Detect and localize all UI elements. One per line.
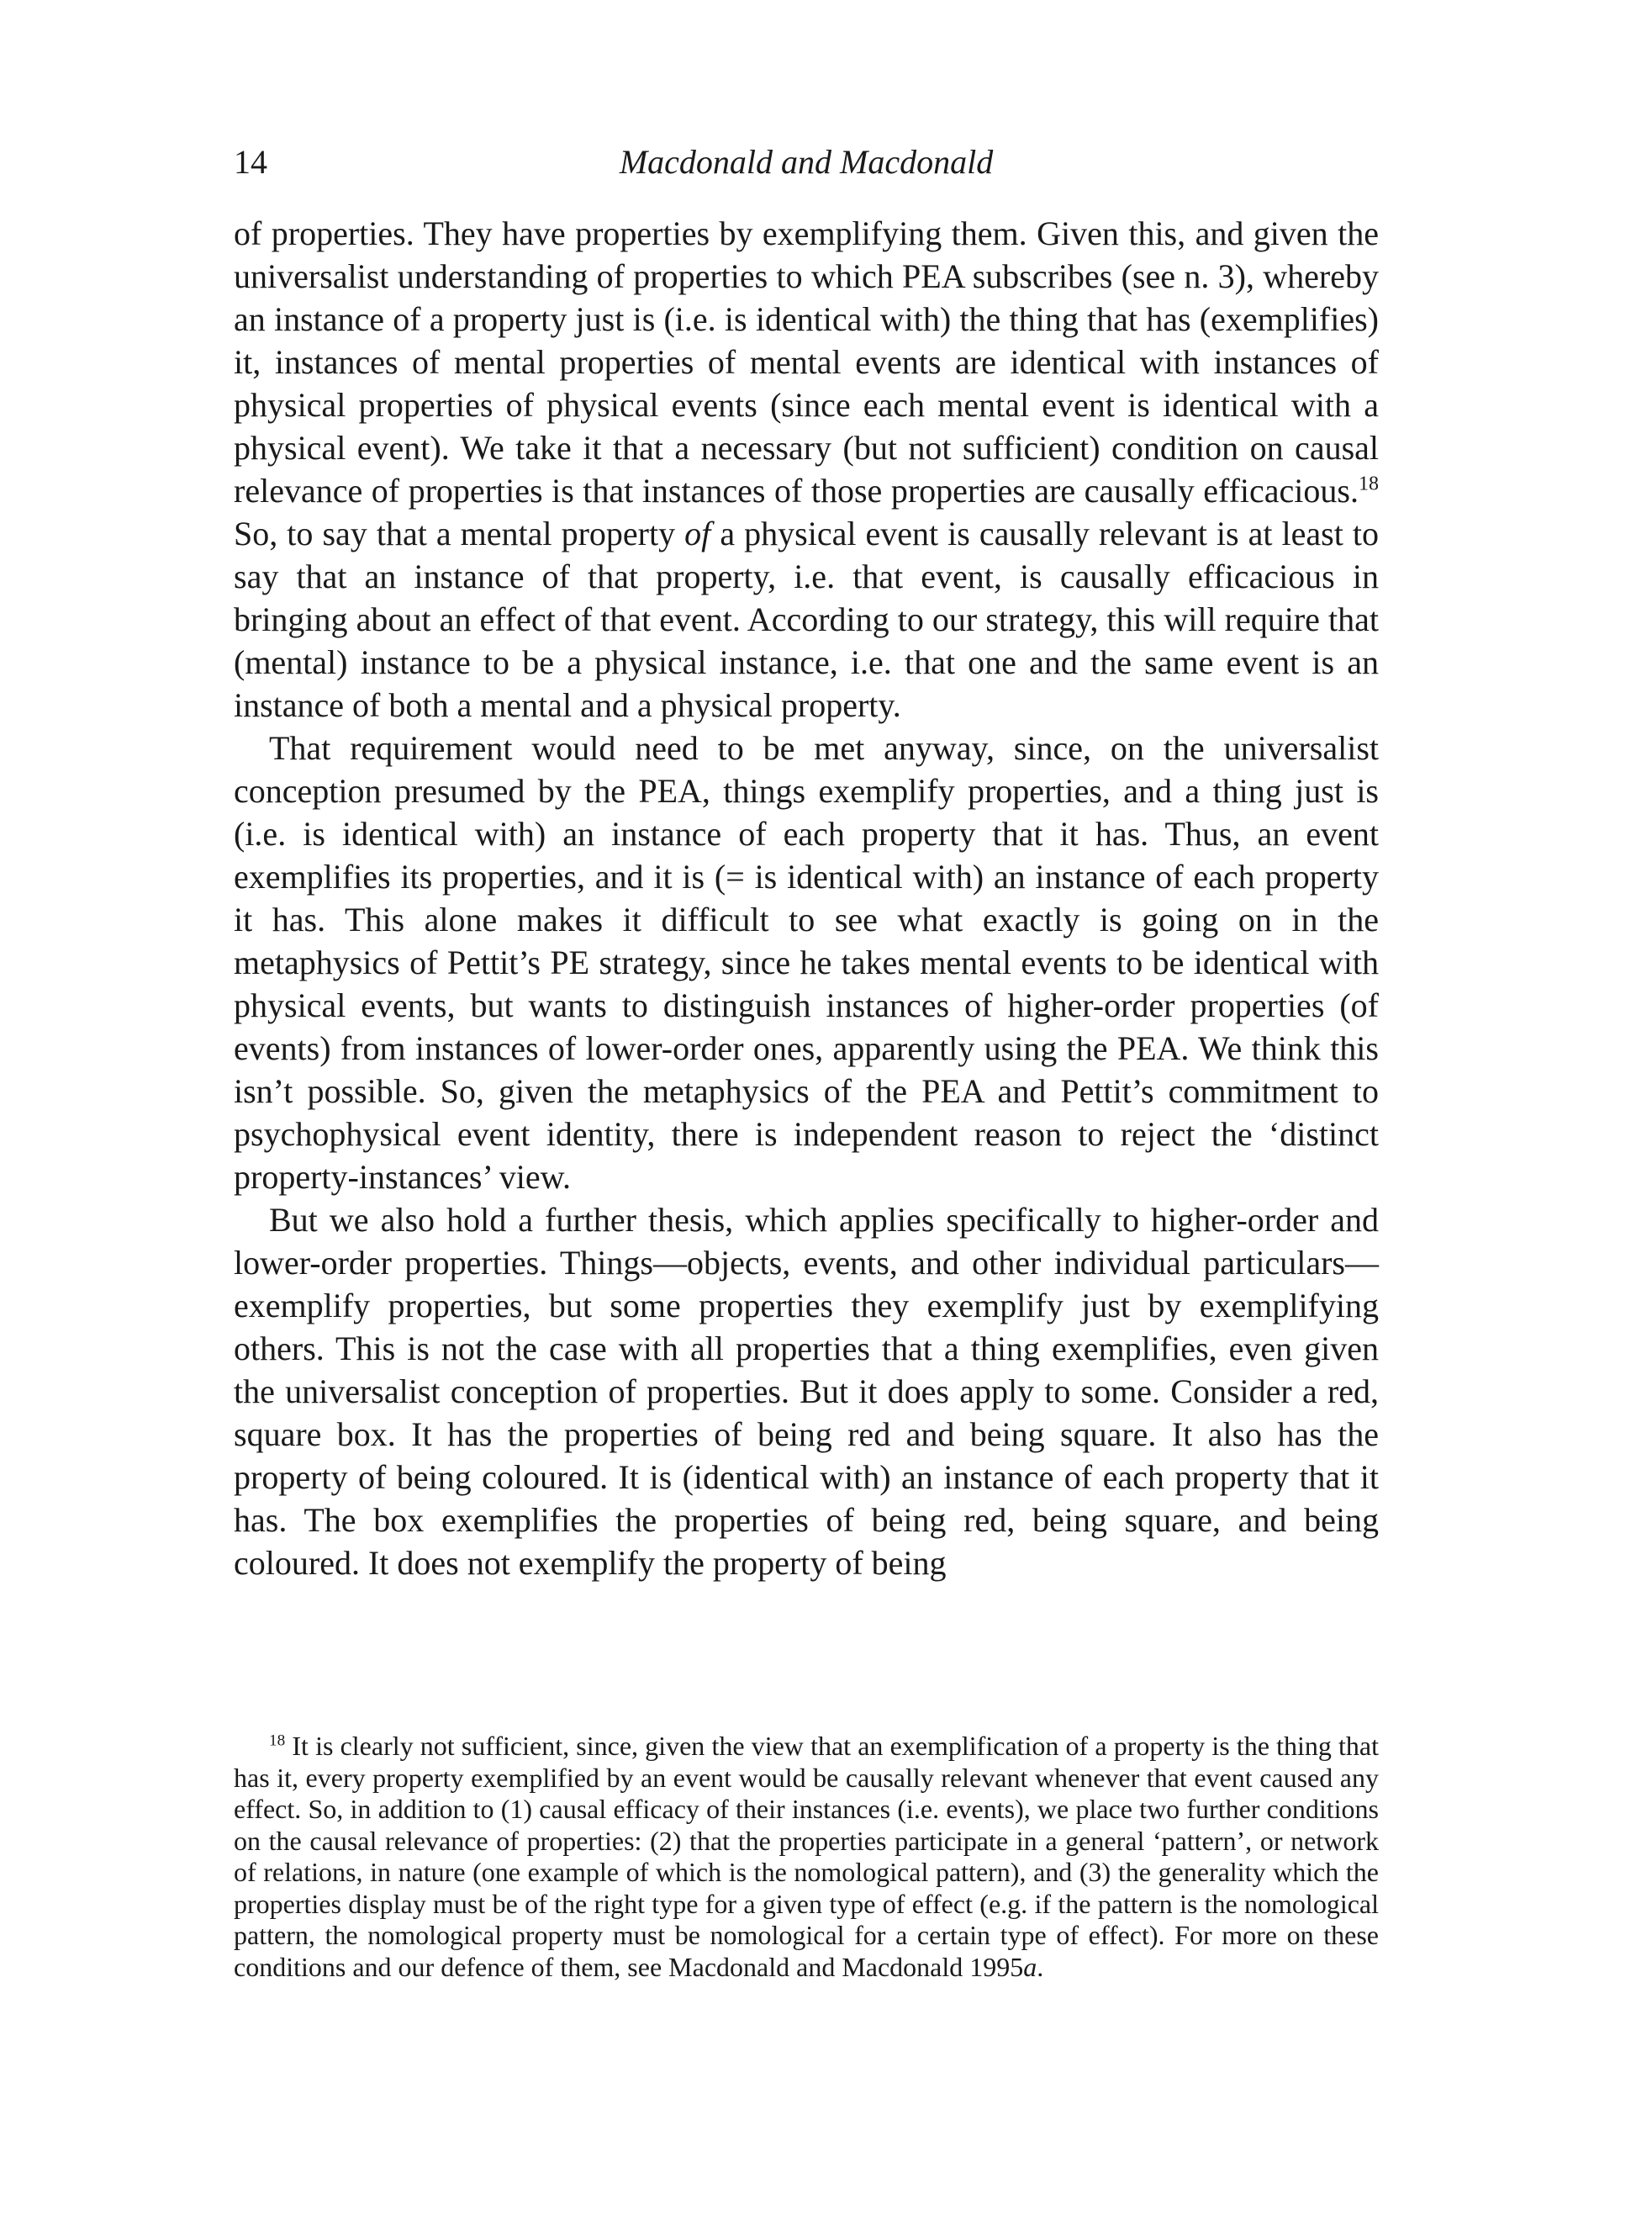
running-head (234, 141, 1379, 183)
footnote-reference: 18 (1359, 473, 1379, 495)
page-number: 14 (234, 143, 267, 181)
paragraph-2: That requirement would need to be met anyway, since, on the universalist conception presumed by the PEA, things exemplify properties, and a thing just is (i.e. is identical with) an instance of each property that it has. Thus, an event exemplifies its properties, and it is (= is identical with) an instance of each property it has. This alone makes it difficult to see what exactly is going on in the metaphysics of Pettit’s PE strategy, since he takes mental events to be identical with physical events, but wants to distinguish instances of higher-order properties (of events) from instances of lower-order ones, apparently using the PEA. We think this isn’t possible. So, given the metaphysics of the PEA and Pettit’s commitment to psychophysical event identity, there is independent reason to reject the ‘distinct property-instances’ view. (234, 729, 1379, 1196)
running-title: Macdonald and Macdonald (619, 143, 994, 181)
main-text (234, 212, 1379, 1584)
paragraph-1-part-d: a physical event is causally relevant is at least to say that an instance of that property, i.e. that event, is causally efficacious in bringing about an effect of that event. According to our strategy, this will require that (mental) instance to be a physical instance, i.e. that one and the same event is an instance of both a mental and a physical property. (234, 515, 1379, 724)
footnote-end: . (1037, 1951, 1044, 1982)
paragraph-1 (234, 212, 1379, 727)
paragraph-1-part-a: of properties. They have properties by exemplifying them. Given this, and given the universalist understanding of properties to which PEA subscribes (see n. 3), whereby an instance of a property just is (i.e. is identical with) the thing that has (exemplifies) it, instances of mental properties of mental events are identical with instances of physical properties of physical events (since each mental event is identical with a physical event). We take it that a necessary (but not sufficient) condition on causal relevance of properties is that instances of those properties are causally efficacious. (234, 214, 1379, 510)
footnote-number: 18 (269, 1731, 286, 1750)
paragraph-3: But we also hold a further thesis, which applies specifically to higher-order and lower-order properties. Things—objects, events, and other individual particulars—exemplify properties, but some properties they exemplify just by exemplifying others. This is not the case with all properties that a thing exemplifies, even given the universalist conception of properties. But it does apply to some. Consider a red, square box. It has the properties of being red and being square. It also has the property of being coloured. It is (identical with) an instance of each property that it has. The box exemplifies the properties of being red, being square, and being coloured. It does not exemplify the property of being (234, 1201, 1379, 1582)
footnote-18 (234, 1731, 1379, 1983)
footnotes (234, 1731, 1379, 1983)
paragraph-1-part-b: So, to say that a mental property (234, 515, 685, 552)
italic-of: of (684, 515, 711, 552)
footnote-year-suffix: a (1023, 1951, 1037, 1982)
footnote-text: It is clearly not sufficient, since, given the view that an exemplification of a property is the thing that has it, every property exemplified by an event would be causally relevant whenever that event caused any effect. So, in addition to (1) causal efficacy of their instances (i.e. events), we place two further conditions on the causal relevance of properties: (2) that the properties participate in a general ‘pattern’, or network of relations, in nature (one example of which is the nomological pattern), and (3) the generality which the properties display must be of the right type for a given type of effect (e.g. if the pattern is the nomological pattern, the nomological property must be nomological for a certain type of effect). For more on these conditions and our defence of them, see Macdonald and Macdonald 1995 (234, 1731, 1380, 1982)
